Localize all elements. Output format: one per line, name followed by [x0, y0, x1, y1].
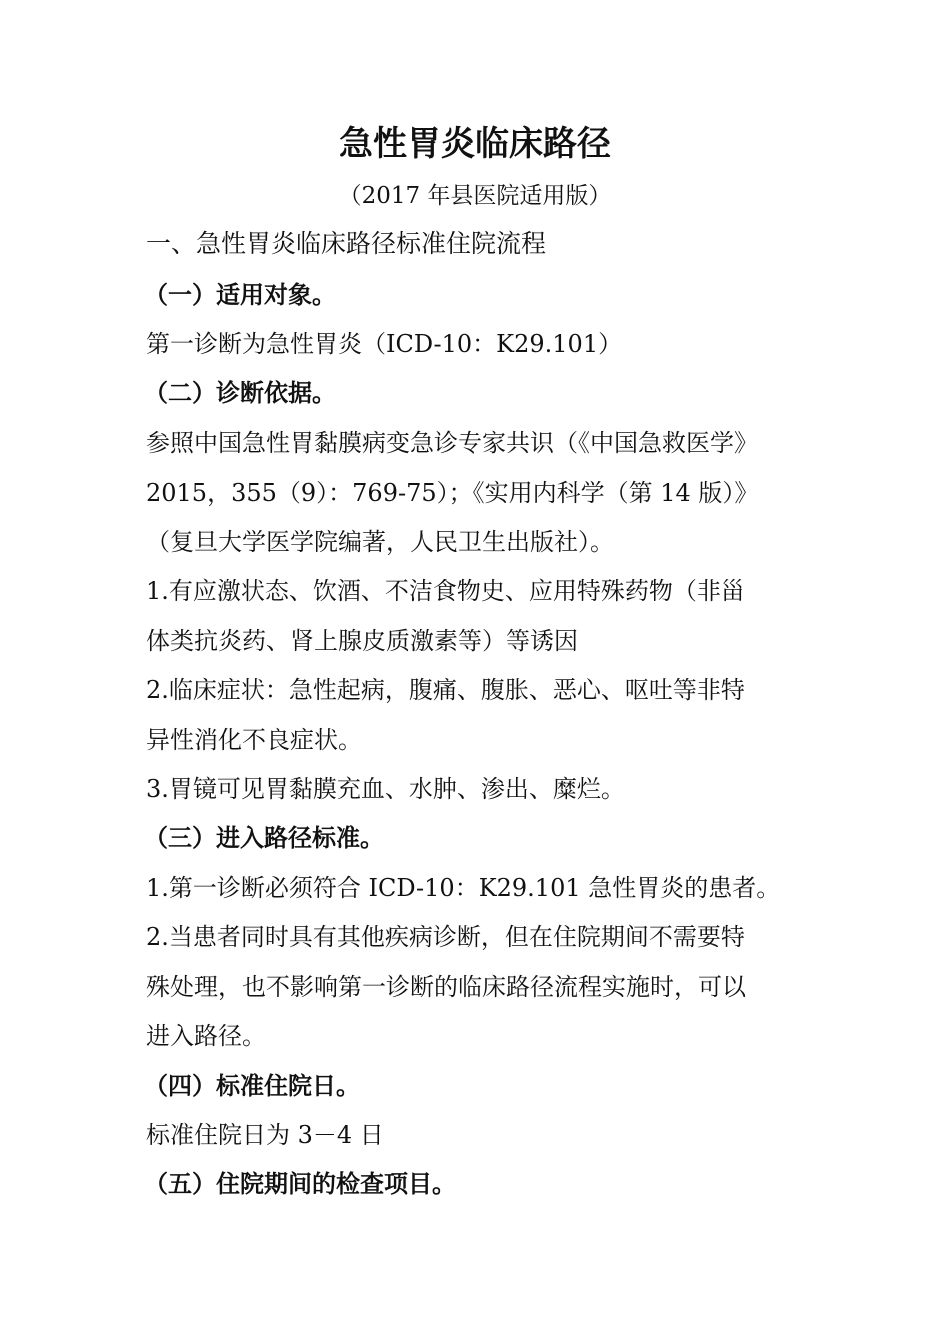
section-heading-1: 一、急性胃炎临床路径标准住院流程: [146, 229, 547, 258]
list-item-line: 3.胃镜可见胃黏膜充血、水肿、渗出、糜烂。: [146, 775, 625, 803]
list-item-line: 体类抗炎药、肾上腺皮质激素等）等诱因: [146, 627, 578, 655]
paragraph-line: 第一诊断为急性胃炎（ICD-10：K29.101）: [146, 330, 623, 358]
paragraph-line: 参照中国急性胃黏膜病变急诊专家共识（《中国急救医学》: [146, 429, 758, 457]
list-item-line: 进入路径。: [146, 1022, 266, 1050]
list-item-line: 1.第一诊断必须符合 ICD-10：K29.101 急性胃炎的患者。: [146, 874, 781, 902]
list-item-line: 殊处理，也不影响第一诊断的临床路径流程实施时，可以: [146, 973, 746, 1001]
list-item-line: 2.临床症状：急性起病，腹痛、腹胀、恶心、呕吐等非特: [146, 676, 745, 704]
document-subtitle: （2017 年县医院适用版）: [338, 183, 612, 209]
paragraph-line: 2015，355（9）：769-75）；《实用内科学（第 14 版）》: [146, 479, 759, 507]
list-item-line: 异性消化不良症状。: [146, 726, 362, 754]
subsection-heading-2: （二）诊断依据。: [144, 379, 336, 407]
subsection-heading-5: （五）住院期间的检查项目。: [144, 1170, 456, 1198]
list-item-line: 1.有应激状态、饮酒、不洁食物史、应用特殊药物（非甾: [146, 577, 745, 605]
paragraph-line: 标准住院日为 3－4 日: [146, 1121, 384, 1149]
list-item-line: 2.当患者同时具有其他疾病诊断，但在住院期间不需要特: [146, 923, 745, 951]
subsection-heading-3: （三）进入路径标准。: [144, 824, 384, 852]
subsection-heading-1: （一）适用对象。: [144, 281, 336, 309]
subsection-heading-4: （四）标准住院日。: [144, 1072, 360, 1100]
document-title: 急性胃炎临床路径: [339, 124, 611, 164]
paragraph-line: （复旦大学医学院编著，人民卫生出版社）。: [146, 528, 614, 556]
